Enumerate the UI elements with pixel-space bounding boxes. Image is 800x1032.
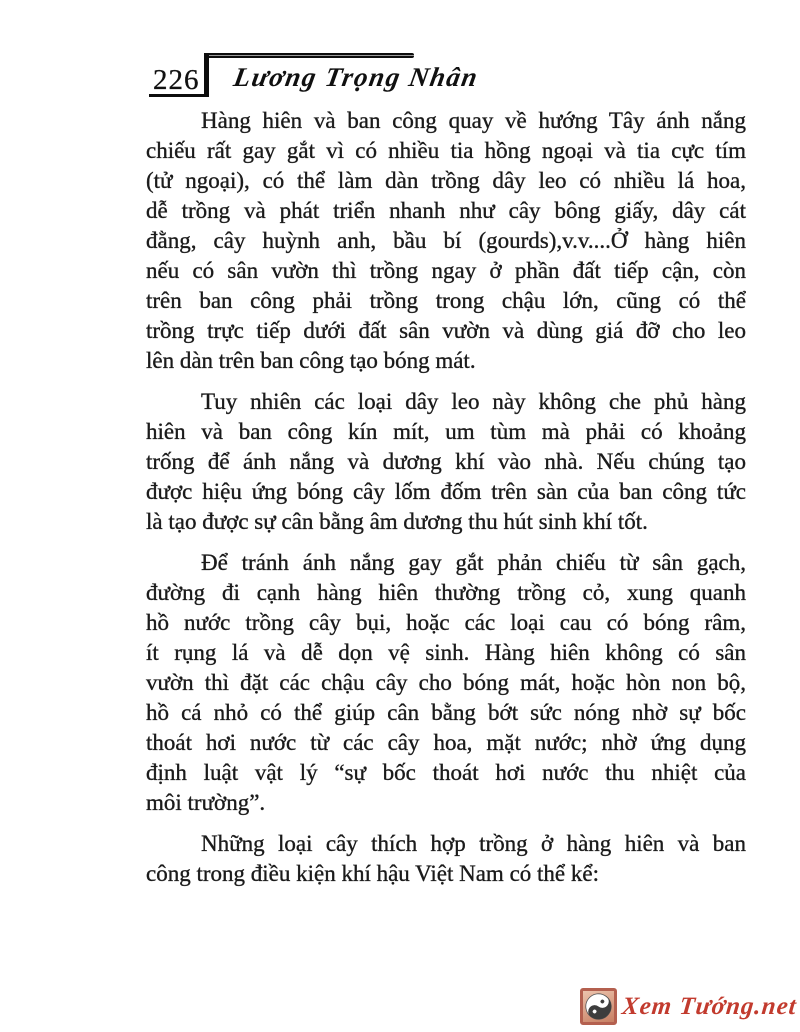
paragraph (146, 106, 746, 376)
text-line: là tạo được sự cân bằng âm dương thu hút sinh khí tốt. (146, 509, 648, 534)
text-line: trên ban công phải trồng trong chậu lớn, cũng có thể (146, 288, 746, 313)
header-rule-step (204, 53, 209, 97)
paragraph (146, 387, 746, 537)
text-line: nếu có sân vườn thì trồng ngay ở phần đất tiếp cận, còn (146, 258, 746, 283)
body-text (146, 106, 746, 889)
paragraph (146, 829, 746, 889)
text-line: trồng trực tiếp dưới đất sân vườn và dùng giá đỡ cho leo (146, 318, 746, 343)
text-line: Để tránh ánh nắng gay gắt phản chiếu từ sân gạch, (201, 550, 746, 575)
text-line: trống để ánh nắng và dương khí vào nhà. Nếu chúng tạo (146, 449, 746, 474)
text-line: công trong điều kiện khí hậu Việt Nam có thể kể: (146, 861, 599, 886)
watermark-text: Xem Tướng.net (620, 992, 799, 1020)
watermark (580, 988, 797, 1025)
text-line: dễ trồng và phát triển nhanh như cây bông giấy, dây cát (146, 198, 746, 223)
text-line: định luật vật lý “sự bốc thoát hơi nước thu nhiệt của (146, 760, 746, 785)
text-line: chiếu rất gay gắt vì có nhiều tia hồng ngoại và tia cực tím (146, 138, 746, 163)
text-line: Tuy nhiên các loại dây leo này không che phủ hàng (201, 389, 746, 414)
text-line: (tử ngoại), có thể làm dàn trồng dây leo có nhiều lá hoa, (146, 168, 746, 193)
author-name: Lương Trọng Nhân (231, 62, 481, 92)
text-line: Những loại cây thích hợp trồng ở hàng hiên và ban (201, 831, 746, 856)
paragraph (146, 548, 746, 818)
header-rule-top (204, 53, 414, 58)
yin-yang-icon (580, 988, 617, 1025)
text-line: được hiệu ứng bóng cây lốm đốm trên sàn của ban công tức (146, 479, 746, 504)
page-number: 226 (153, 64, 200, 96)
text-line: đường đi cạnh hàng hiên thường trồng cỏ, xung quanh (146, 580, 746, 605)
text-line: hồ cá nhỏ có thể giúp cân bằng bớt sức nóng nhờ sự bốc (146, 700, 746, 725)
text-line: hồ nước trồng cây bụi, hoặc các loại cau có bóng râm, (146, 610, 746, 635)
text-line: môi trường”. (146, 790, 266, 815)
text-line: ít rụng lá và dễ dọn vệ sinh. Hàng hiên không có sân (146, 640, 746, 665)
text-line: hiên và ban công kín mít, um tùm mà phải có khoảng (146, 419, 746, 444)
text-line: đằng, cây huỳnh anh, bầu bí (gourds),v.v....Ở hàng hiên (146, 228, 746, 253)
text-line: Hàng hiên và ban công quay về hướng Tây ánh nắng (201, 108, 746, 133)
text-line: thoát hơi nước từ các cây hoa, mặt nước; nhờ ứng dụng (146, 730, 746, 755)
text-line: lên dàn trên ban công tạo bóng mát. (146, 348, 476, 373)
text-line: vườn thì đặt các chậu cây cho bóng mát, hoặc hòn non bộ, (146, 670, 746, 695)
